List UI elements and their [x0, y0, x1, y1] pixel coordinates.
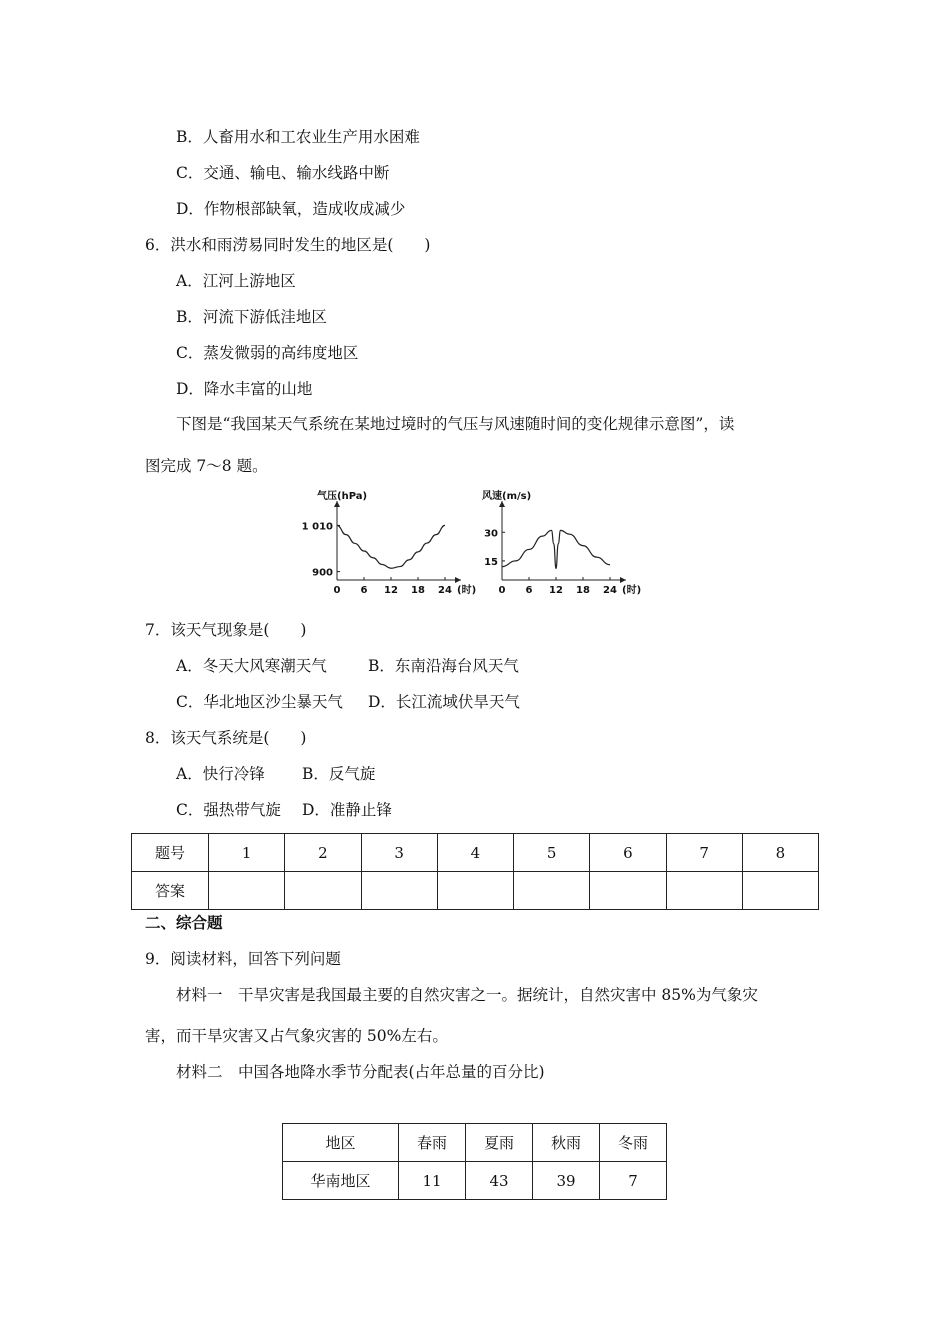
table-cell: 7 [600, 1162, 667, 1200]
table-cell: 8 [742, 834, 818, 872]
table-cell: 43 [466, 1162, 533, 1200]
intro-line-1: 下图是“我国某天气系统在某地过境时的气压与风速随时间的变化规律示意图”，读 [176, 415, 735, 433]
windspeed-chart [480, 485, 640, 600]
y-tick-label: 1 010 [301, 521, 333, 533]
table-cell: 6 [590, 834, 666, 872]
table-header-cell: 冬雨 [600, 1124, 667, 1162]
y-axis-label: 风速(m/s) [482, 491, 532, 502]
material-2-title: 材料二 中国各地降水季节分配表(占年总量的百分比) [176, 1063, 545, 1081]
table-header-cell: 秋雨 [533, 1124, 600, 1162]
series-line [502, 530, 610, 568]
q7-option-b: B．东南沿海台风天气 [368, 657, 519, 675]
y-tick-label: 15 [484, 556, 498, 568]
answer-table [131, 833, 819, 910]
x-tick-label: 12 [384, 585, 398, 596]
q7-option-c: C．华北地区沙尘暴天气 [176, 693, 343, 711]
x-axis-label: (时) [457, 585, 477, 596]
y-tick-label: 900 [312, 567, 333, 579]
table-cell: 3 [361, 834, 437, 872]
table-cell: 1 [209, 834, 285, 872]
answer-cell[interactable] [209, 872, 285, 910]
q6-option-d: D．降水丰富的山地 [176, 380, 313, 398]
material-1-line-2: 害，而干旱灾害又占气象灾害的 50%左右。 [145, 1027, 448, 1045]
x-tick-label: 6 [360, 585, 368, 596]
x-tick-label: 24 [603, 585, 617, 596]
answer-table-answer-row [132, 872, 819, 910]
series-line [337, 525, 445, 568]
answer-table-header-row [132, 834, 819, 872]
table-cell: 39 [533, 1162, 600, 1200]
material-1-line-1: 材料一 干旱灾害是我国最主要的自然灾害之一。据统计，自然灾害中 85%为气象灾 [176, 986, 758, 1004]
x-axis-arrow [455, 577, 461, 583]
section-2-title: 二、综合题 [145, 913, 223, 932]
q9-stem: 9．阅读材料，回答下列问题 [145, 950, 341, 968]
table-cell: 11 [399, 1162, 466, 1200]
q5-option-d: D．作物根部缺氧，造成收成减少 [176, 200, 406, 218]
q8-option-c: C．强热带气旋 [176, 801, 281, 819]
table-header-cell: 地区 [283, 1124, 399, 1162]
q7-option-a: A．冬天大风寒潮天气 [176, 657, 327, 675]
table-cell: 2 [285, 834, 361, 872]
q7-stem: 7．该天气现象是( ) [145, 621, 307, 639]
x-tick-label: 12 [549, 585, 563, 596]
q5-option-c: C．交通、输电、输水线路中断 [176, 164, 390, 182]
rainfall-table-header [283, 1124, 667, 1162]
y-axis-label: 气压(hPa) [317, 491, 368, 502]
table-cell: 题号 [132, 834, 209, 872]
q6-option-b: B．河流下游低洼地区 [176, 308, 327, 326]
rainfall-table [282, 1123, 667, 1200]
x-tick-label: 18 [576, 585, 590, 596]
x-tick-label: 0 [498, 585, 506, 596]
table-cell: 4 [437, 834, 513, 872]
table-row [283, 1162, 667, 1200]
answer-cell[interactable] [437, 872, 513, 910]
q8-option-a: A．快行冷锋 [176, 765, 265, 783]
y-tick-label: 30 [484, 528, 498, 540]
table-cell: 答案 [132, 872, 209, 910]
answer-cell[interactable] [666, 872, 742, 910]
q6-stem: 6．洪水和雨涝易同时发生的地区是( ) [145, 236, 431, 254]
answer-cell[interactable] [285, 872, 361, 910]
answer-cell[interactable] [590, 872, 666, 910]
q6-option-c: C．蒸发微弱的高纬度地区 [176, 344, 359, 362]
q5-option-b: B．人畜用水和工农业生产用水困难 [176, 128, 420, 146]
x-tick-label: 24 [438, 585, 452, 596]
q6-option-a: A．江河上游地区 [176, 272, 296, 290]
q7-option-d: D．长江流域伏旱天气 [368, 693, 520, 711]
table-cell: 5 [514, 834, 590, 872]
x-tick-label: 0 [333, 585, 341, 596]
table-cell: 华南地区 [283, 1162, 399, 1200]
answer-cell[interactable] [361, 872, 437, 910]
table-header-cell: 夏雨 [466, 1124, 533, 1162]
x-axis-label: (时) [622, 585, 642, 596]
pressure-chart [300, 485, 477, 600]
answer-cell[interactable] [514, 872, 590, 910]
q8-option-d: D．准静止锋 [302, 801, 392, 819]
answer-cell[interactable] [742, 872, 818, 910]
table-header-cell: 春雨 [399, 1124, 466, 1162]
intro-line-2: 图完成 7～8 题。 [145, 457, 268, 475]
table-cell: 7 [666, 834, 742, 872]
x-tick-label: 6 [525, 585, 533, 596]
q8-option-b: B．反气旋 [302, 765, 376, 783]
x-tick-label: 18 [411, 585, 425, 596]
x-axis-arrow [620, 577, 626, 583]
q8-stem: 8．该天气系统是( ) [145, 729, 307, 747]
